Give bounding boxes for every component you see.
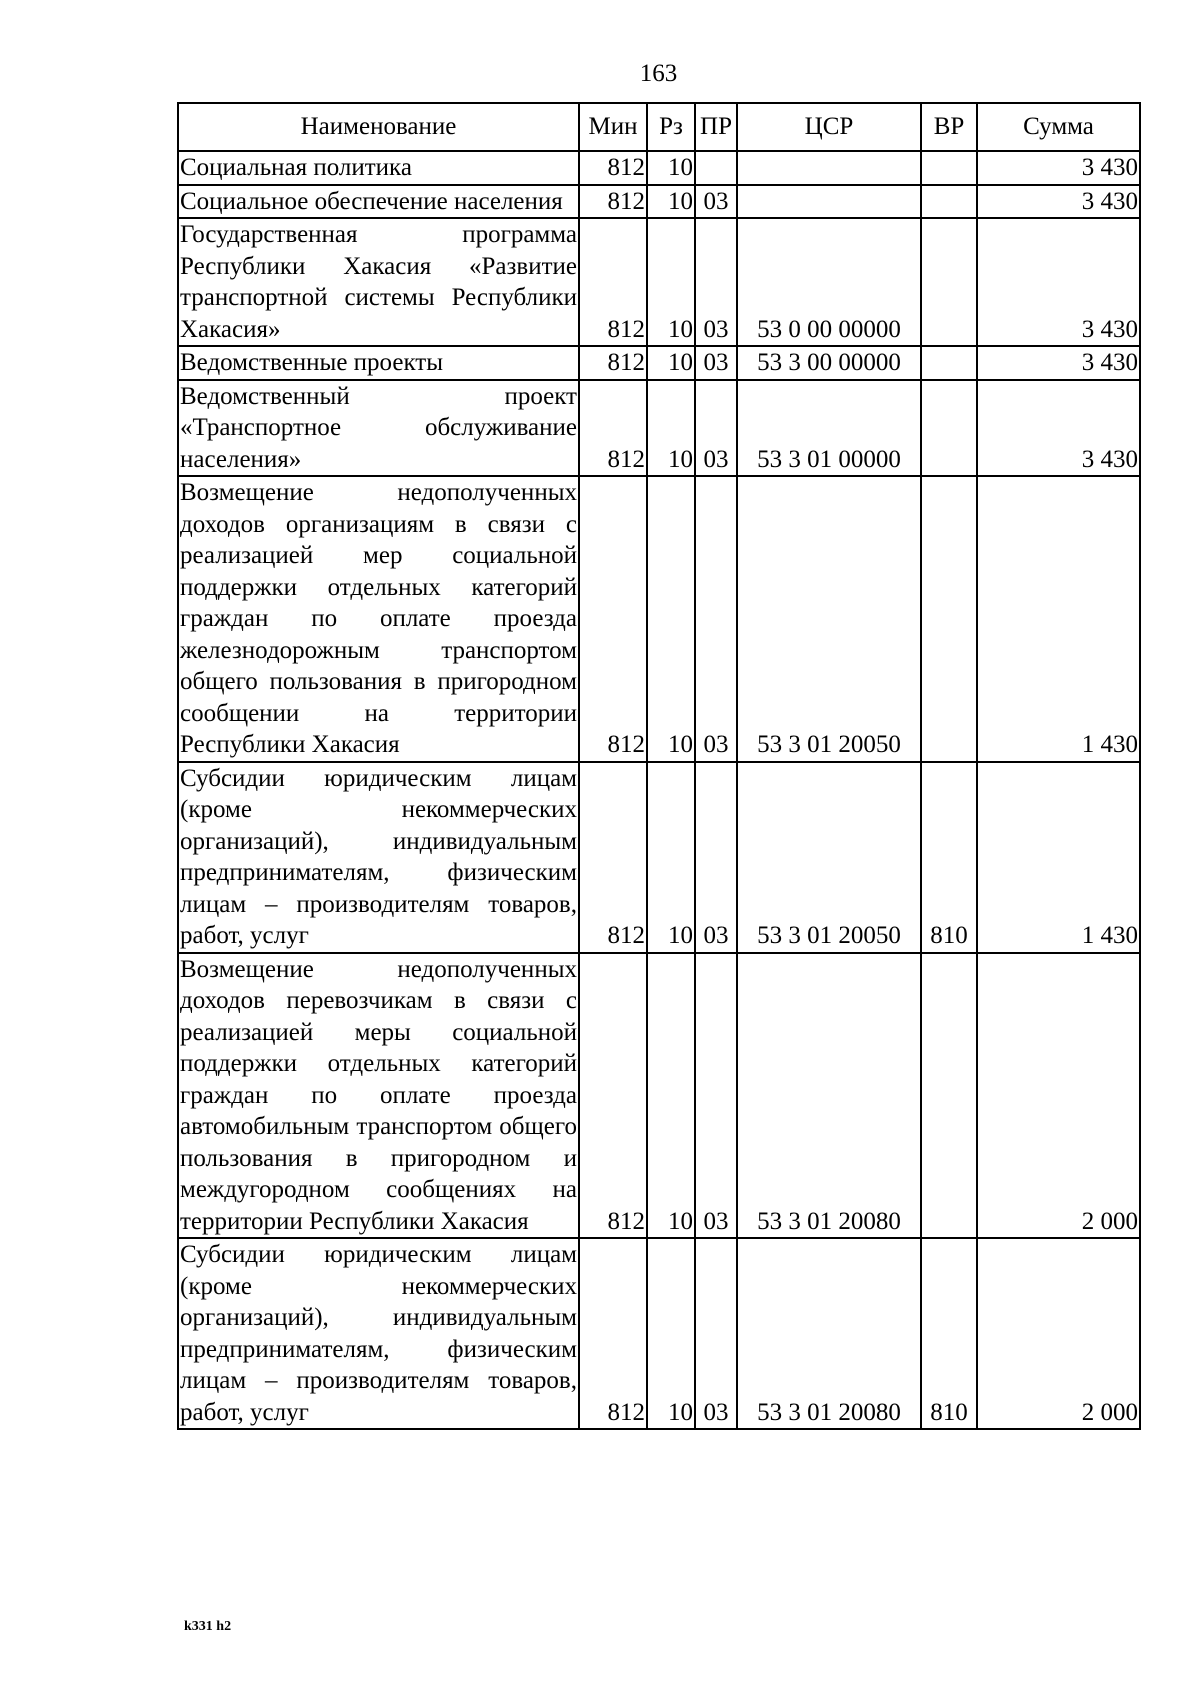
cell-name: Ведомственные проекты (178, 346, 579, 380)
cell-csr: 53 3 01 20080 (737, 953, 921, 1239)
cell-csr: 53 3 00 00000 (737, 346, 921, 380)
column-header-vr: ВР (921, 103, 977, 151)
cell-rz: 10 (647, 953, 695, 1239)
cell-pr: 03 (695, 476, 737, 762)
cell-min: 812 (579, 762, 647, 953)
cell-rz: 10 (647, 380, 695, 477)
table-row (178, 185, 1140, 219)
cell-name: Социальное обеспечение населения (178, 185, 579, 219)
cell-vr (921, 185, 977, 219)
column-header-min: Мин (579, 103, 647, 151)
cell-rz: 10 (647, 476, 695, 762)
table-row (178, 476, 1140, 762)
cell-vr (921, 218, 977, 346)
cell-rz: 10 (647, 346, 695, 380)
page-number: 163 (639, 60, 678, 87)
cell-sum: 2 000 (977, 953, 1140, 1239)
cell-pr (695, 151, 737, 185)
table-row (178, 380, 1140, 477)
cell-name: Социальная политика (178, 151, 579, 185)
cell-sum: 1 430 (977, 476, 1140, 762)
cell-csr: 53 0 00 00000 (737, 218, 921, 346)
cell-sum: 1 430 (977, 762, 1140, 953)
cell-sum: 3 430 (977, 346, 1140, 380)
cell-sum: 3 430 (977, 185, 1140, 219)
cell-vr (921, 476, 977, 762)
cell-csr: 53 3 01 20050 (737, 476, 921, 762)
cell-rz: 10 (647, 1238, 695, 1429)
cell-name: Возмещение недополученных доходов перевозчикам в связи с реализацией меры социальной поддержки отдельных категорий граждан по оплате проезда автомобильным транспортом общего пользования в пригородном и междугородном сообщениях на территории Республики Хакасия (178, 953, 579, 1239)
column-header-name: Наименование (178, 103, 579, 151)
cell-pr: 03 (695, 762, 737, 953)
cell-min: 812 (579, 380, 647, 477)
cell-vr (921, 151, 977, 185)
cell-pr: 03 (695, 185, 737, 219)
cell-name: Государственная программа Республики Хакасия «Развитие транспортной системы Республики Хакасия» (178, 218, 579, 346)
footer-code: k331 h2 (184, 1619, 232, 1634)
table-row (178, 953, 1140, 1239)
cell-csr (737, 151, 921, 185)
cell-vr: 810 (921, 1238, 977, 1429)
cell-min: 812 (579, 151, 647, 185)
table-row (178, 151, 1140, 185)
cell-vr (921, 380, 977, 477)
cell-name: Субсидии юридическим лицам (кроме некоммерческих организаций), индивидуальным предпринимателям, физическим лицам – производителям товаров, работ, услуг (178, 762, 579, 953)
cell-csr (737, 185, 921, 219)
cell-rz: 10 (647, 185, 695, 219)
cell-sum: 3 430 (977, 218, 1140, 346)
cell-min: 812 (579, 953, 647, 1239)
cell-pr: 03 (695, 346, 737, 380)
cell-min: 812 (579, 185, 647, 219)
column-header-rz: Рз (647, 103, 695, 151)
cell-pr: 03 (695, 953, 737, 1239)
table-row (178, 346, 1140, 380)
cell-rz: 10 (647, 762, 695, 953)
cell-min: 812 (579, 1238, 647, 1429)
table-row (178, 1238, 1140, 1429)
cell-name: Возмещение недополученных доходов организациям в связи с реализацией мер социальной поддержки отдельных категорий граждан по оплате проезда железнодорожным транспортом общего пользования в пригородном сообщении на территории Республики Хакасия (178, 476, 579, 762)
cell-sum: 2 000 (977, 1238, 1140, 1429)
column-header-csr: ЦСР (737, 103, 921, 151)
cell-vr (921, 346, 977, 380)
table-row (178, 218, 1140, 346)
cell-sum: 3 430 (977, 380, 1140, 477)
cell-csr: 53 3 01 20050 (737, 762, 921, 953)
cell-vr: 810 (921, 762, 977, 953)
column-header-sum: Сумма (977, 103, 1140, 151)
cell-min: 812 (579, 346, 647, 380)
cell-vr (921, 953, 977, 1239)
cell-name: Ведомственный проект «Транспортное обслуживание населения» (178, 380, 579, 477)
cell-pr: 03 (695, 1238, 737, 1429)
cell-min: 812 (579, 476, 647, 762)
cell-pr: 03 (695, 380, 737, 477)
cell-rz: 10 (647, 218, 695, 346)
table-row (178, 762, 1140, 953)
cell-csr: 53 3 01 20080 (737, 1238, 921, 1429)
cell-pr: 03 (695, 218, 737, 346)
table-body (178, 151, 1140, 1429)
cell-sum: 3 430 (977, 151, 1140, 185)
column-header-pr: ПР (695, 103, 737, 151)
table-header-row (178, 103, 1140, 151)
cell-csr: 53 3 01 00000 (737, 380, 921, 477)
cell-rz: 10 (647, 151, 695, 185)
cell-name: Субсидии юридическим лицам (кроме некоммерческих организаций), индивидуальным предпринимателям, физическим лицам – производителям товаров, работ, услуг (178, 1238, 579, 1429)
cell-min: 812 (579, 218, 647, 346)
budget-table (177, 102, 1141, 1430)
